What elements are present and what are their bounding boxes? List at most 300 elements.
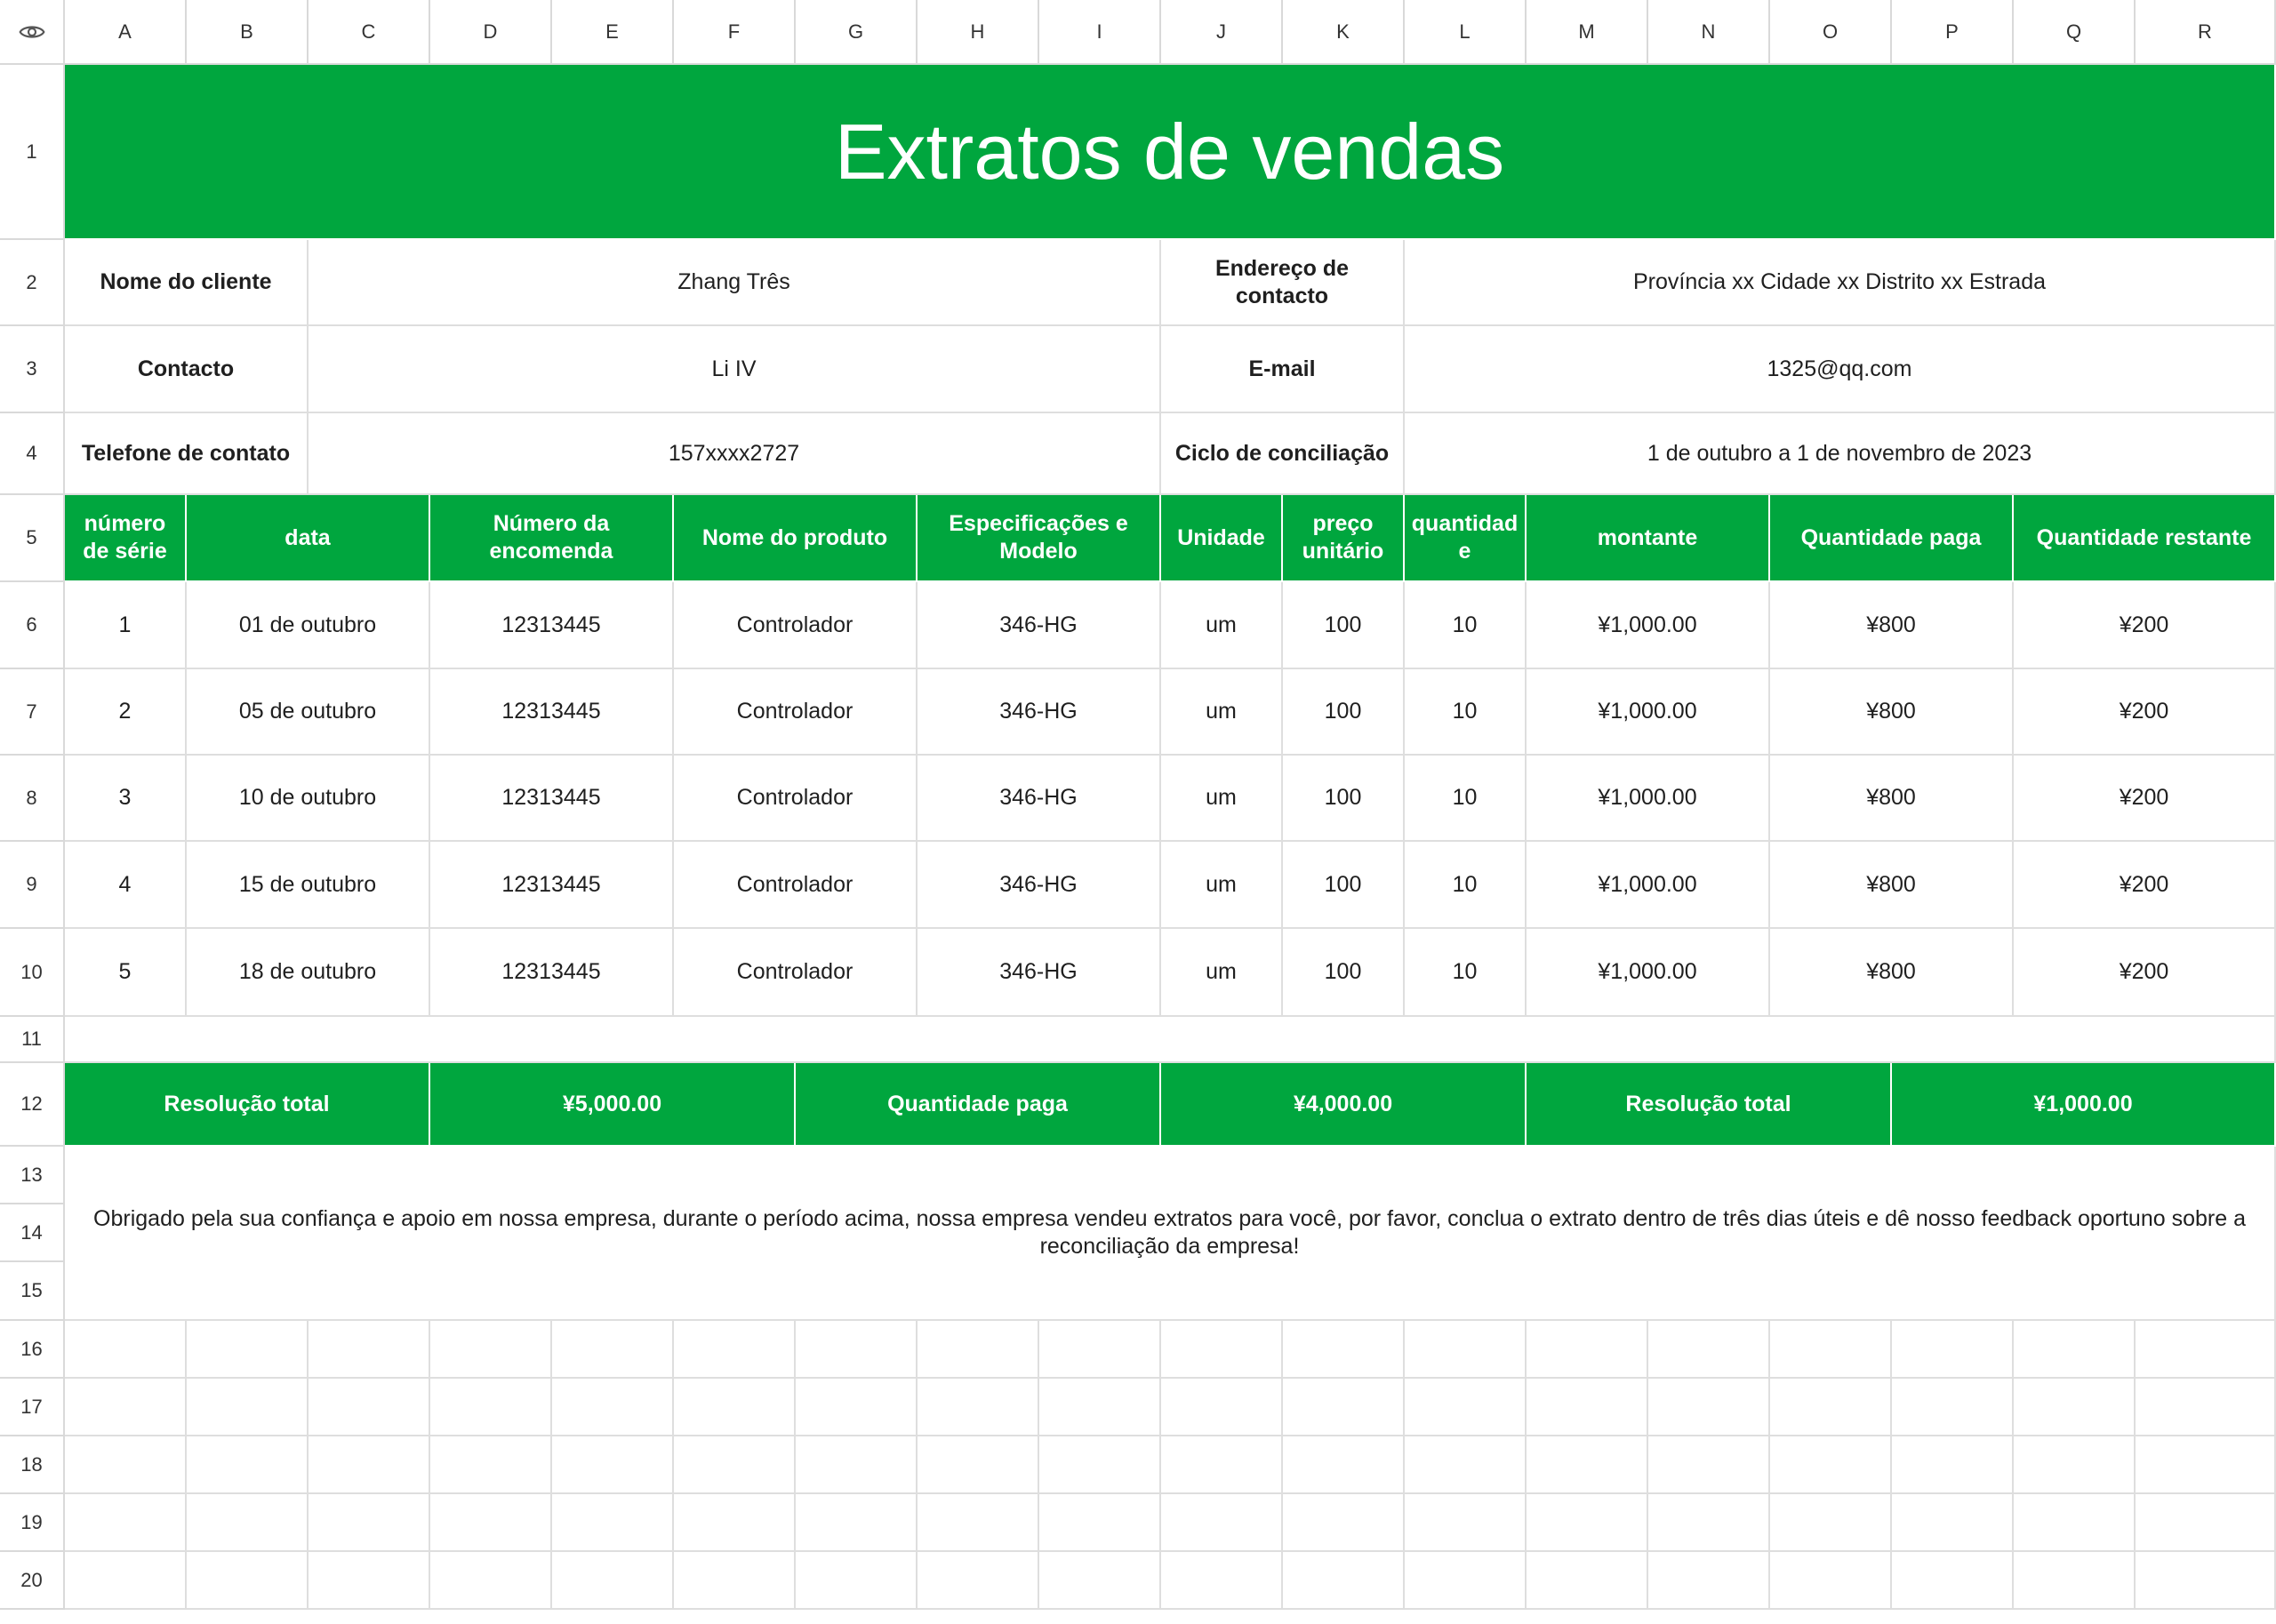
empty-cell[interactable] [1770, 1552, 1892, 1610]
table-cell-r2-c6[interactable] [1161, 669, 1283, 756]
table-cell-r1-c10-text: ¥800 [1866, 612, 1916, 637]
empty-cell[interactable] [552, 1379, 674, 1436]
table-cell-r4-c7-text: 100 [1324, 871, 1362, 897]
empty-cell[interactable] [65, 1494, 187, 1552]
table-cell-r5-c4[interactable] [674, 929, 918, 1017]
info-value-cycle[interactable] [1405, 413, 2276, 495]
empty-cell[interactable] [1892, 1552, 2014, 1610]
table-header-8-text: quantidade [1411, 511, 1519, 564]
summary-remaining-value[interactable] [1892, 1063, 2276, 1147]
table-cell-r4-c3[interactable] [430, 842, 674, 929]
table-cell-r3-c2-text: 10 de outubro [238, 785, 377, 810]
table-header-1-text: número de série [83, 511, 167, 564]
summary-paid-value-text: ¥4,000.00 [1293, 1091, 1393, 1116]
table-cell-r4-c11[interactable] [2014, 842, 2276, 929]
thank-you-note-text: Obrigado pela sua confiança e apoio em nossa empresa, durante o período acima, nossa empresa vendeu extratos para você, por favor, conclua o extrato dentro de três dias úteis e dê nosso feedback oportuno sobre a reconciliação da empresa! [93, 1206, 2246, 1259]
sheet-title-text: Extratos de vendas [834, 107, 1505, 196]
table-header-10[interactable] [1770, 495, 2014, 582]
empty-cell[interactable] [1648, 1321, 1770, 1379]
table-cell-r4-c2[interactable] [187, 842, 430, 929]
empty-cell[interactable] [430, 1494, 552, 1552]
table-cell-r5-c2[interactable] [187, 929, 430, 1017]
column-header-g[interactable]: G [796, 0, 918, 65]
table-cell-r2-c8[interactable] [1405, 669, 1527, 756]
column-header-e[interactable]: E [552, 0, 674, 65]
table-cell-r4-c8-text: 10 [1452, 871, 1478, 897]
table-header-9[interactable] [1527, 495, 1770, 582]
empty-cell[interactable] [1648, 1494, 1770, 1552]
empty-cell[interactable] [1039, 1436, 1161, 1494]
table-cell-r2-c3-text: 12313445 [501, 699, 601, 724]
row-header-16[interactable]: 16 [0, 1321, 65, 1379]
table-cell-r1-c1-text: 1 [118, 612, 132, 637]
empty-cell[interactable] [918, 1379, 1039, 1436]
empty-cell[interactable] [1161, 1552, 1283, 1610]
table-cell-r1-c6[interactable] [1161, 582, 1283, 669]
table-cell-r3-c1[interactable] [65, 756, 187, 842]
info-label-contact-text: Contacto [137, 356, 235, 381]
table-header-1[interactable] [65, 495, 187, 582]
empty-cell[interactable] [552, 1436, 674, 1494]
table-cell-r1-c6-text: um [1206, 612, 1237, 637]
info-label-cycle[interactable] [1161, 413, 1405, 495]
table-cell-r3-c2[interactable] [187, 756, 430, 842]
table-cell-r5-c9-text: ¥1,000.00 [1598, 959, 1697, 984]
table-cell-r3-c3[interactable] [430, 756, 674, 842]
empty-cell[interactable] [1892, 1379, 2014, 1436]
row-header-5[interactable]: 5 [0, 495, 65, 582]
table-cell-r4-c1-text: 4 [118, 871, 132, 897]
table-cell-r1-c3-text: 12313445 [501, 612, 601, 637]
table-header-6[interactable] [1161, 495, 1283, 582]
empty-cell[interactable] [65, 1321, 187, 1379]
column-header-c[interactable]: C [309, 0, 430, 65]
info-label-email[interactable] [1161, 326, 1405, 413]
empty-cell[interactable] [2136, 1379, 2276, 1436]
empty-cell[interactable] [1648, 1436, 1770, 1494]
table-cell-r3-c5[interactable] [918, 756, 1161, 842]
table-cell-r2-c2-text: 05 de outubro [238, 699, 377, 724]
empty-cell[interactable] [187, 1321, 309, 1379]
table-cell-r5-c3-text: 12313445 [501, 959, 601, 984]
table-header-5-text: Especificações e Modelo [949, 511, 1128, 564]
summary-paid-label-text: Quantidade paga [887, 1091, 1068, 1116]
empty-cell[interactable] [2014, 1552, 2136, 1610]
table-cell-r1-c9[interactable] [1527, 582, 1770, 669]
empty-cell[interactable] [309, 1494, 430, 1552]
table-cell-r2-c3[interactable] [430, 669, 674, 756]
column-header-q[interactable]: Q [2014, 0, 2136, 65]
table-cell-r3-c8-text: 10 [1452, 785, 1478, 810]
table-header-11-text: Quantidade restante [2036, 524, 2252, 550]
table-cell-r5-c7[interactable] [1283, 929, 1405, 1017]
empty-cell[interactable] [796, 1379, 918, 1436]
empty-cell[interactable] [674, 1436, 796, 1494]
table-cell-r2-c8-text: 10 [1452, 699, 1478, 724]
empty-cell[interactable] [1283, 1379, 1405, 1436]
empty-cell[interactable] [796, 1552, 918, 1610]
empty-cell[interactable] [1161, 1321, 1283, 1379]
empty-cell[interactable] [1892, 1494, 2014, 1552]
empty-cell[interactable] [430, 1379, 552, 1436]
table-cell-r1-c2-text: 01 de outubro [238, 612, 377, 637]
empty-cell[interactable] [674, 1552, 796, 1610]
table-cell-r2-c4[interactable] [674, 669, 918, 756]
table-cell-r2-c7[interactable] [1283, 669, 1405, 756]
empty-cell[interactable] [796, 1494, 918, 1552]
table-header-7[interactable] [1283, 495, 1405, 582]
empty-cell[interactable] [2014, 1321, 2136, 1379]
empty-cell[interactable] [2136, 1321, 2276, 1379]
empty-cell[interactable] [65, 1379, 187, 1436]
row-header-15[interactable]: 15 [0, 1262, 65, 1321]
table-header-11[interactable] [2014, 495, 2276, 582]
empty-cell[interactable] [1283, 1436, 1405, 1494]
table-cell-r3-c9-text: ¥1,000.00 [1598, 785, 1697, 810]
table-cell-r3-c9[interactable] [1527, 756, 1770, 842]
summary-total-label-text: Resolução total [164, 1091, 330, 1116]
table-cell-r5-c10-text: ¥800 [1866, 959, 1916, 984]
eye-icon [18, 18, 46, 46]
table-cell-r2-c2[interactable] [187, 669, 430, 756]
empty-cell[interactable] [2136, 1436, 2276, 1494]
table-cell-r2-c9[interactable] [1527, 669, 1770, 756]
table-cell-r5-c11-text: ¥200 [2119, 959, 2169, 984]
column-header-n[interactable]: N [1648, 0, 1770, 65]
table-cell-r1-c11[interactable] [2014, 582, 2276, 669]
table-cell-r3-c7-text: 100 [1324, 785, 1362, 810]
table-cell-r1-c7[interactable] [1283, 582, 1405, 669]
column-header-k[interactable]: K [1283, 0, 1405, 65]
empty-cell[interactable] [552, 1321, 674, 1379]
table-header-4-text: Nome do produto [701, 524, 888, 550]
table-cell-r2-c10[interactable] [1770, 669, 2014, 756]
row-header-1[interactable]: 1 [0, 65, 65, 240]
empty-cell[interactable] [1892, 1321, 2014, 1379]
table-cell-r3-c5-text: 346-HG [999, 785, 1078, 810]
column-header-d[interactable]: D [430, 0, 552, 65]
thank-you-note[interactable] [65, 1147, 2276, 1321]
table-cell-r3-c8[interactable] [1405, 756, 1527, 842]
empty-cell[interactable] [1770, 1436, 1892, 1494]
table-cell-r5-c6[interactable] [1161, 929, 1283, 1017]
info-label-client[interactable] [65, 240, 309, 326]
table-cell-r3-c4-text: Controlador [736, 785, 854, 810]
empty-cell[interactable] [2014, 1379, 2136, 1436]
empty-cell[interactable] [1039, 1552, 1161, 1610]
empty-cell[interactable] [552, 1494, 674, 1552]
empty-cell[interactable] [309, 1436, 430, 1494]
empty-cell[interactable] [2014, 1494, 2136, 1552]
table-cell-r2-c1-text: 2 [118, 699, 132, 724]
row-header-7[interactable]: 7 [0, 669, 65, 756]
select-all-corner[interactable] [0, 0, 65, 65]
table-cell-r2-c4-text: Controlador [736, 699, 854, 724]
info-label-phone[interactable] [65, 413, 309, 495]
summary-total-value-text: ¥5,000.00 [562, 1091, 662, 1116]
table-header-2[interactable] [187, 495, 430, 582]
empty-cell[interactable] [1039, 1379, 1161, 1436]
table-cell-r4-c3-text: 12313445 [501, 871, 601, 897]
table-cell-r5-c5[interactable] [918, 929, 1161, 1017]
table-cell-r3-c1-text: 3 [118, 785, 132, 810]
summary-remaining-label[interactable] [1527, 1063, 1892, 1147]
empty-cell[interactable] [1527, 1321, 1648, 1379]
table-cell-r5-c5-text: 346-HG [999, 959, 1078, 984]
info-value-email-text: 1325@qq.com [1767, 356, 1912, 381]
empty-cell[interactable] [430, 1436, 552, 1494]
row-header-12[interactable]: 12 [0, 1063, 65, 1147]
table-cell-r1-c4[interactable] [674, 582, 918, 669]
empty-cell[interactable] [1527, 1494, 1648, 1552]
summary-total-value[interactable] [430, 1063, 796, 1147]
table-header-7-text: preço unitário [1302, 511, 1384, 564]
table-cell-r4-c2-text: 15 de outubro [238, 871, 377, 897]
empty-cell[interactable] [918, 1321, 1039, 1379]
table-cell-r5-c6-text: um [1206, 959, 1237, 984]
column-header-j[interactable]: J [1161, 0, 1283, 65]
column-header-f[interactable]: F [674, 0, 796, 65]
table-cell-r3-c3-text: 12313445 [501, 785, 601, 810]
row-header-8[interactable]: 8 [0, 756, 65, 842]
empty-cell[interactable] [674, 1321, 796, 1379]
empty-cell[interactable] [2014, 1436, 2136, 1494]
table-cell-r5-c1-text: 5 [118, 959, 132, 984]
table-cell-r1-c8-text: 10 [1452, 612, 1478, 637]
table-header-3-text: Número da encomenda [489, 511, 613, 564]
table-cell-r3-c11-text: ¥200 [2119, 785, 2169, 810]
info-label-client-text: Nome do cliente [100, 269, 272, 294]
table-cell-r4-c9[interactable] [1527, 842, 1770, 929]
table-cell-r4-c1[interactable] [65, 842, 187, 929]
empty-cell[interactable] [1527, 1379, 1648, 1436]
table-cell-r4-c5[interactable] [918, 842, 1161, 929]
empty-cell[interactable] [1527, 1436, 1648, 1494]
table-cell-r3-c6[interactable] [1161, 756, 1283, 842]
table-cell-r1-c5-text: 346-HG [999, 612, 1078, 637]
empty-cell[interactable] [309, 1552, 430, 1610]
table-cell-r3-c7[interactable] [1283, 756, 1405, 842]
empty-cell[interactable] [187, 1552, 309, 1610]
table-cell-r4-c9-text: ¥1,000.00 [1598, 871, 1697, 897]
table-header-8[interactable] [1405, 495, 1527, 582]
empty-cell[interactable] [187, 1379, 309, 1436]
table-cell-r4-c4[interactable] [674, 842, 918, 929]
info-value-phone[interactable] [309, 413, 1161, 495]
table-cell-r2-c9-text: ¥1,000.00 [1598, 699, 1697, 724]
empty-cell[interactable] [65, 1552, 187, 1610]
empty-cell[interactable] [674, 1379, 796, 1436]
empty-cell[interactable] [430, 1321, 552, 1379]
empty-cell[interactable] [1405, 1379, 1527, 1436]
empty-cell[interactable] [1161, 1494, 1283, 1552]
info-value-address-text: Província xx Cidade xx Distrito xx Estrada [1632, 269, 2047, 294]
empty-cell[interactable] [309, 1321, 430, 1379]
empty-cell[interactable] [674, 1494, 796, 1552]
sheet-title[interactable] [65, 65, 2276, 240]
table-header-9-text: montante [1597, 524, 1698, 550]
info-value-contact[interactable] [309, 326, 1161, 413]
empty-cell[interactable] [1283, 1321, 1405, 1379]
info-label-cycle-text: Ciclo de conciliação [1174, 440, 1390, 466]
table-cell-r4-c10-text: ¥800 [1866, 871, 1916, 897]
table-cell-r1-c3[interactable] [430, 582, 674, 669]
row-header-9[interactable]: 9 [0, 842, 65, 929]
row-header-4[interactable]: 4 [0, 413, 65, 495]
summary-remaining-value-text: ¥1,000.00 [2033, 1091, 2133, 1116]
table-cell-r4-c6[interactable] [1161, 842, 1283, 929]
table-cell-r5-c7-text: 100 [1324, 959, 1362, 984]
empty-cell[interactable] [1161, 1379, 1283, 1436]
table-cell-r5-c10[interactable] [1770, 929, 2014, 1017]
table-cell-r1-c10[interactable] [1770, 582, 2014, 669]
table-cell-r2-c7-text: 100 [1324, 699, 1362, 724]
column-header-r[interactable]: R [2136, 0, 2276, 65]
empty-row-11[interactable] [65, 1017, 2276, 1063]
table-cell-r4-c8[interactable] [1405, 842, 1527, 929]
table-cell-r4-c7[interactable] [1283, 842, 1405, 929]
empty-cell[interactable] [187, 1494, 309, 1552]
empty-cell[interactable] [1770, 1494, 1892, 1552]
info-label-contact[interactable] [65, 326, 309, 413]
column-header-h[interactable]: H [918, 0, 1039, 65]
table-cell-r1-c4-text: Controlador [736, 612, 854, 637]
table-cell-r5-c11[interactable] [2014, 929, 2276, 1017]
table-cell-r2-c1[interactable] [65, 669, 187, 756]
table-cell-r2-c11[interactable] [2014, 669, 2276, 756]
table-cell-r3-c6-text: um [1206, 785, 1237, 810]
row-header-19[interactable]: 19 [0, 1494, 65, 1552]
table-header-5[interactable] [918, 495, 1161, 582]
table-cell-r4-c4-text: Controlador [736, 871, 854, 897]
row-header-6[interactable]: 6 [0, 582, 65, 669]
table-cell-r3-c11[interactable] [2014, 756, 2276, 842]
row-header-2[interactable]: 2 [0, 240, 65, 326]
row-header-18[interactable]: 18 [0, 1436, 65, 1494]
summary-paid-label[interactable] [796, 1063, 1161, 1147]
info-label-email-text: E-mail [1248, 356, 1316, 381]
info-label-address-text: Endereço de contacto [1214, 255, 1350, 308]
column-header-p[interactable]: P [1892, 0, 2014, 65]
row-header-17[interactable]: 17 [0, 1379, 65, 1436]
column-header-b[interactable]: B [187, 0, 309, 65]
table-cell-r1-c2[interactable] [187, 582, 430, 669]
table-cell-r5-c8-text: 10 [1452, 959, 1478, 984]
column-header-i[interactable]: I [1039, 0, 1161, 65]
table-cell-r1-c9-text: ¥1,000.00 [1598, 612, 1697, 637]
empty-cell[interactable] [552, 1552, 674, 1610]
table-cell-r5-c4-text: Controlador [736, 959, 854, 984]
empty-cell[interactable] [1405, 1321, 1527, 1379]
table-cell-r2-c5[interactable] [918, 669, 1161, 756]
empty-cell[interactable] [1405, 1494, 1527, 1552]
table-cell-r5-c8[interactable] [1405, 929, 1527, 1017]
table-cell-r2-c6-text: um [1206, 699, 1237, 724]
info-value-phone-text: 157xxxx2727 [668, 440, 800, 466]
empty-cell[interactable] [1527, 1552, 1648, 1610]
table-cell-r3-c10-text: ¥800 [1866, 785, 1916, 810]
row-header-11[interactable]: 11 [0, 1017, 65, 1063]
table-cell-r1-c11-text: ¥200 [2119, 612, 2169, 637]
empty-cell[interactable] [1648, 1379, 1770, 1436]
table-cell-r1-c1[interactable] [65, 582, 187, 669]
table-cell-r3-c4[interactable] [674, 756, 918, 842]
empty-cell[interactable] [918, 1494, 1039, 1552]
column-header-a[interactable]: A [65, 0, 187, 65]
empty-cell[interactable] [1283, 1552, 1405, 1610]
row-header-20[interactable]: 20 [0, 1552, 65, 1610]
empty-cell[interactable] [2136, 1552, 2276, 1610]
empty-cell[interactable] [796, 1321, 918, 1379]
table-cell-r1-c8[interactable] [1405, 582, 1527, 669]
info-value-contact-text: Li IV [711, 356, 757, 381]
info-label-address[interactable] [1161, 240, 1405, 326]
table-cell-r5-c2-text: 18 de outubro [238, 959, 377, 984]
empty-cell[interactable] [2136, 1494, 2276, 1552]
empty-cell[interactable] [1405, 1436, 1527, 1494]
empty-cell[interactable] [65, 1436, 187, 1494]
column-header-m[interactable]: M [1527, 0, 1648, 65]
table-cell-r2-c10-text: ¥800 [1866, 699, 1916, 724]
table-header-10-text: Quantidade paga [1800, 524, 1982, 550]
table-header-3[interactable] [430, 495, 674, 582]
table-cell-r4-c6-text: um [1206, 871, 1237, 897]
info-value-client-text: Zhang Três [677, 269, 790, 294]
column-header-o[interactable]: O [1770, 0, 1892, 65]
row-header-13[interactable]: 13 [0, 1147, 65, 1204]
column-header-l[interactable]: L [1405, 0, 1527, 65]
empty-cell[interactable] [1770, 1321, 1892, 1379]
empty-cell[interactable] [187, 1436, 309, 1494]
summary-total-label[interactable] [65, 1063, 430, 1147]
info-value-cycle-text: 1 de outubro a 1 de novembro de 2023 [1647, 440, 2032, 466]
table-cell-r5-c3[interactable] [430, 929, 674, 1017]
table-header-6-text: Unidade [1177, 524, 1265, 550]
table-header-4[interactable] [674, 495, 918, 582]
row-header-3[interactable]: 3 [0, 326, 65, 413]
empty-cell[interactable] [430, 1552, 552, 1610]
table-cell-r1-c5[interactable] [918, 582, 1161, 669]
table-cell-r4-c11-text: ¥200 [2119, 871, 2169, 897]
empty-cell[interactable] [918, 1436, 1039, 1494]
empty-cell[interactable] [309, 1379, 430, 1436]
info-label-phone-text: Telefone de contato [81, 440, 291, 466]
table-cell-r5-c9[interactable] [1527, 929, 1770, 1017]
info-value-address[interactable] [1405, 240, 2276, 326]
row-header-14[interactable]: 14 [0, 1204, 65, 1262]
table-cell-r4-c10[interactable] [1770, 842, 2014, 929]
empty-cell[interactable] [918, 1552, 1039, 1610]
table-cell-r2-c11-text: ¥200 [2119, 699, 2169, 724]
table-cell-r5-c1[interactable] [65, 929, 187, 1017]
empty-cell[interactable] [1405, 1552, 1527, 1610]
row-header-10[interactable]: 10 [0, 929, 65, 1017]
summary-remaining-label-text: Resolução total [1625, 1091, 1791, 1116]
empty-cell[interactable] [1039, 1321, 1161, 1379]
info-value-email[interactable] [1405, 326, 2276, 413]
empty-cell[interactable] [1283, 1494, 1405, 1552]
empty-cell[interactable] [1892, 1436, 2014, 1494]
info-value-client[interactable] [309, 240, 1161, 326]
empty-cell[interactable] [1648, 1552, 1770, 1610]
table-cell-r3-c10[interactable] [1770, 756, 2014, 842]
empty-cell[interactable] [1039, 1494, 1161, 1552]
empty-cell[interactable] [1770, 1379, 1892, 1436]
summary-paid-value[interactable] [1161, 1063, 1527, 1147]
empty-cell[interactable] [1161, 1436, 1283, 1494]
empty-cell[interactable] [796, 1436, 918, 1494]
table-cell-r1-c7-text: 100 [1324, 612, 1362, 637]
